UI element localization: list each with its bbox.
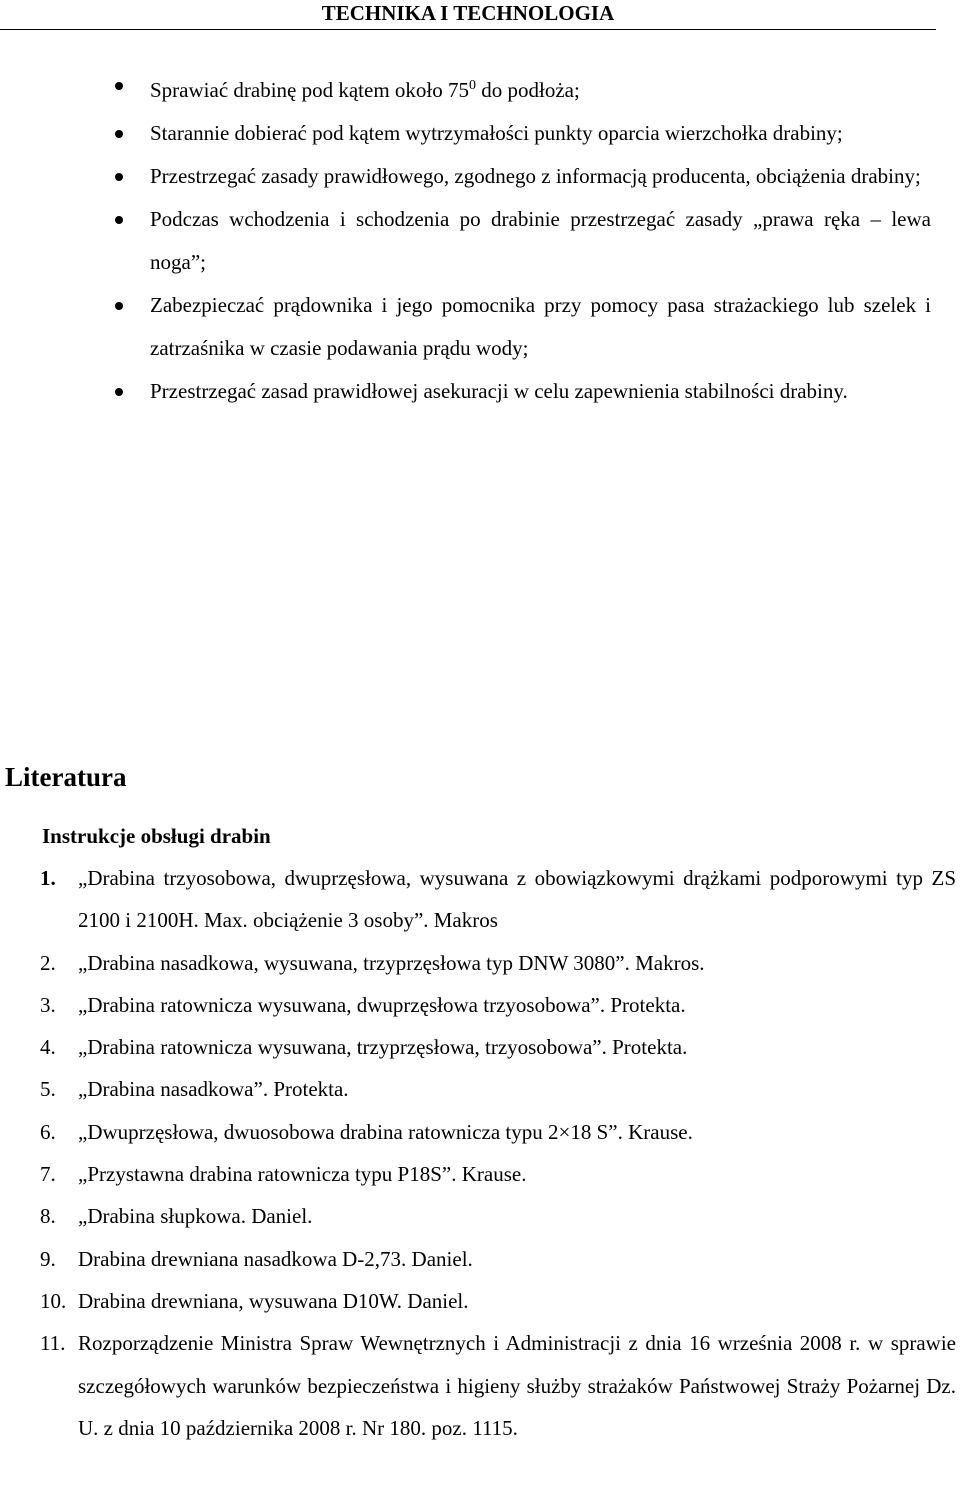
literature-item — [0, 1195, 956, 1237]
bullet-icon — [115, 130, 123, 138]
bullet-item — [0, 112, 931, 155]
bullet-text: Starannie dobierać pod kątem wytrzymałości punkty oparcia wierzchołka drabiny; — [150, 121, 843, 145]
literature-item — [0, 1280, 956, 1322]
bullet-item — [0, 155, 931, 198]
literature-item — [0, 1153, 956, 1195]
bullet-text: Sprawiać drabinę pod kątem około 75 — [150, 78, 469, 102]
literature-item-text: „Dwuprzęsłowa, dwuosobowa drabina ratownicza typu 2×18 S”. Krause. — [78, 1119, 693, 1144]
literature-item — [0, 984, 956, 1026]
bullet-item — [0, 198, 931, 284]
literature-item-number: 11. — [40, 1331, 66, 1356]
bullet-text-after: do podłoża; — [476, 78, 580, 102]
bullet-icon — [115, 302, 123, 310]
header-title: TECHNIKA I TECHNOLOGIA — [321, 1, 615, 25]
literature-item-text: „Przystawna drabina ratownicza typu P18S”. Krause. — [78, 1162, 527, 1187]
literature-item-text: Drabina drewniana, wysuwana D10W. Daniel. — [78, 1288, 469, 1313]
literature-item-number: 7. — [40, 1162, 56, 1187]
literature-item-text: „Drabina ratownicza wysuwana, dwuprzęsłowa trzyosobowa”. Protekta. — [78, 992, 686, 1017]
page-header — [0, 0, 936, 30]
literature-item-number: 3. — [40, 992, 56, 1017]
bullet-icon — [115, 173, 123, 181]
bullet-item — [0, 64, 931, 112]
literature-item-number: 9. — [40, 1246, 56, 1271]
literature-item-text: „Drabina nasadkowa”. Protekta. — [78, 1077, 349, 1102]
literature-item-text: „Drabina nasadkowa, wysuwana, trzyprzęsłowa typ DNW 3080”. Makros. — [78, 950, 705, 975]
literature-item — [0, 1322, 956, 1449]
literature-item — [0, 1111, 956, 1153]
literature-item-number: 1. — [40, 866, 56, 890]
literature-list — [0, 857, 960, 1449]
bullet-text: Zabezpieczać prądownika i jego pomocnika przy pomocy pasa strażackiego lub szelek i zatrzaśnika w czasie podawania prądu wody; — [150, 293, 931, 360]
safety-rules-list — [0, 64, 936, 413]
literature-item — [0, 1026, 956, 1068]
literature-item-text: Rozporządzenie Ministra Spraw Wewnętrznych i Administracji z dnia 16 września 2008 r. w sprawie szczegółowych warunków bezpieczeństwa i higieny służby strażaków Państwowej Straży Pożarnej Dz. U. z dnia 10 października 2008 r. Nr 180. poz. 1115. — [78, 1331, 956, 1440]
literature-item-number: 5. — [40, 1077, 56, 1102]
bullet-text: Podczas wchodzenia i schodzenia po drabinie przestrzegać zasady „prawa ręka – lewa noga”; — [150, 207, 931, 274]
literature-item-text: Drabina drewniana nasadkowa D-2,73. Daniel. — [78, 1246, 473, 1271]
literature-item — [0, 857, 956, 942]
literature-subheading: Instrukcje obsługi drabin — [42, 824, 271, 848]
literature-item — [0, 1068, 956, 1110]
literature-item — [0, 942, 956, 984]
degree-superscript: 0 — [469, 78, 476, 93]
literature-item-number: 2. — [40, 950, 56, 975]
literature-item-text: „Drabina ratownicza wysuwana, trzyprzęsłowa, trzyosobowa”. Protekta. — [78, 1035, 688, 1060]
literature-item-number: 6. — [40, 1119, 56, 1144]
literature-item-text: „Drabina trzyosobowa, dwuprzęsłowa, wysuwana z obowiązkowymi drążkami podporowymi typ ZS 2100 i 2100H. Max. obciążenie 3 osoby”. Makros — [78, 866, 956, 933]
bullet-item — [0, 370, 931, 413]
literature-item — [0, 1238, 956, 1280]
literature-item-number: 10. — [40, 1288, 67, 1313]
bullet-icon — [115, 216, 123, 224]
literature-item-number: 4. — [40, 1035, 56, 1060]
literature-item-number: 8. — [40, 1204, 56, 1229]
bullet-icon — [115, 82, 123, 90]
bullet-item — [0, 284, 931, 370]
literature-item-text: „Drabina słupkowa. Daniel. — [78, 1204, 313, 1229]
literature-heading: Literatura — [5, 762, 127, 792]
bullet-text: Przestrzegać zasad prawidłowej asekuracji w celu zapewnienia stabilności drabiny. — [150, 379, 848, 403]
bullet-text: Przestrzegać zasady prawidłowego, zgodnego z informacją producenta, obciążenia drabiny; — [150, 164, 921, 188]
bullet-icon — [115, 388, 123, 396]
